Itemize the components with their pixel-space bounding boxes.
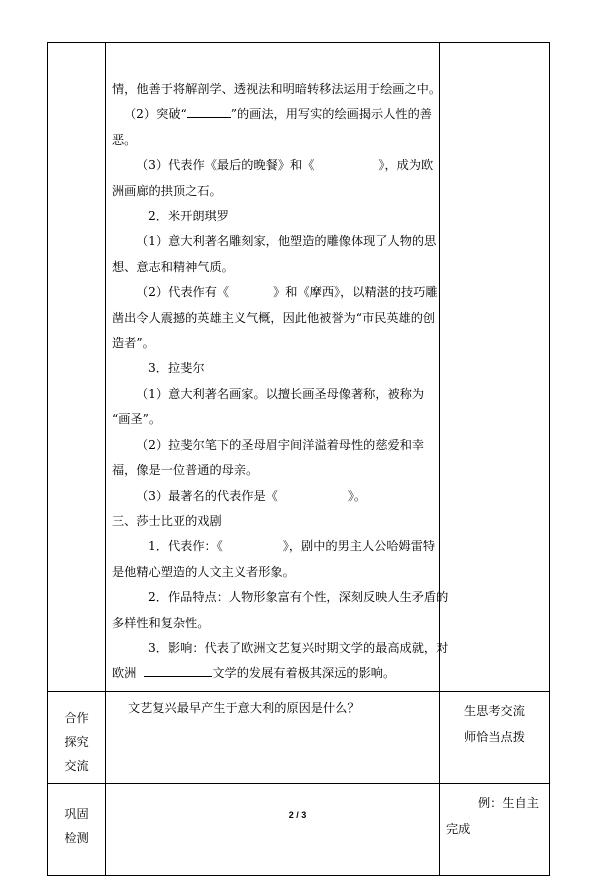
text-line: 情，他善于将解剖学、透视法和明暗转移法运用于绘画之中。 [112, 82, 442, 96]
cooperation-question-cell [106, 691, 440, 783]
note-line: 生思考交流 [464, 703, 525, 718]
text-line: （2）代表作有《 》和《摩西》，以精湛的技巧雕 [136, 285, 438, 300]
text-line: 造者”。 [112, 336, 155, 351]
text-line: 是他精心塑造的人文主义者形象。 [112, 564, 295, 579]
text-line: （1）意大利著名画家。以擅长画圣母像著称，被称为 [136, 386, 425, 401]
text-line: （2）突破“ ”的画法，用写实的绘画揭示人性的善 [124, 107, 432, 122]
label-line: 巩固 [64, 806, 89, 821]
label-line: 合作 [64, 710, 89, 725]
text-line: （3）代表作《最后的晚餐》和《 》，成为欧 [136, 158, 434, 173]
cooperation-label [48, 691, 106, 783]
note-line: 完成 [446, 821, 471, 836]
fill-blank [144, 664, 212, 677]
label-line: 检测 [64, 830, 89, 845]
text-line: （2）拉斐尔笔下的圣母眉宇间洋溢着母性的慈爱和幸 [136, 437, 425, 452]
text-line: “画圣”。 [112, 412, 162, 427]
text-line: 凿出令人震撼的英雄主义气概，因此他被誉为“市民英雄的创 [112, 310, 436, 325]
text-line: 洲画廊的拱顶之石。 [112, 183, 222, 198]
label-line: 交流 [64, 758, 89, 773]
content-label-cell [48, 43, 106, 692]
consolidation-label [48, 783, 106, 875]
text-line: 2．作品特点：人物形象富有个性，深刻反映人生矛盾的 [148, 590, 449, 605]
fill-blank [187, 105, 231, 118]
cooperation-note-cell [440, 691, 550, 783]
consolidation-note-cell [440, 783, 550, 875]
cooperation-question: 文艺复兴最早产生于意大利的原因是什么？ [128, 700, 360, 715]
text-line: 恶。 [112, 132, 137, 147]
text-line: 想、意志和精神气质。 [112, 259, 234, 274]
section-heading: 2．米开朗琪罗 [148, 209, 229, 224]
content-row [48, 43, 550, 692]
note-line: 师恰当点拨 [464, 729, 525, 744]
consolidation-content-cell [106, 783, 440, 875]
text-line: 欧洲 文学的发展有着极其深远的影响。 [112, 666, 396, 681]
section-heading: 三、莎士比亚的戏剧 [112, 513, 222, 528]
page-number: 2 / 3 [288, 810, 307, 820]
section-heading: 3．拉斐尔 [148, 361, 205, 376]
text-line: 多样性和复杂性。 [112, 615, 210, 630]
label-line: 探究 [64, 734, 89, 749]
consolidation-row [48, 783, 550, 875]
text-line: （3）最著名的代表作是《 》。 [136, 488, 367, 503]
text-line: （1）意大利著名雕刻家，他塑造的雕像体现了人物的思 [136, 234, 437, 249]
note-line: 例：生自主 [478, 795, 539, 810]
content-note-cell [440, 43, 550, 692]
lesson-table [47, 42, 550, 876]
text-line: 福，像是一位普通的母亲。 [112, 463, 259, 478]
cooperation-row [48, 691, 550, 783]
text-line: 3．影响：代表了欧洲文艺复兴时期文学的最高成就，对 [148, 640, 449, 655]
content-cell [106, 43, 449, 692]
text-line: 1．代表作：《 》，剧中的男主人公哈姆雷特 [148, 539, 436, 554]
